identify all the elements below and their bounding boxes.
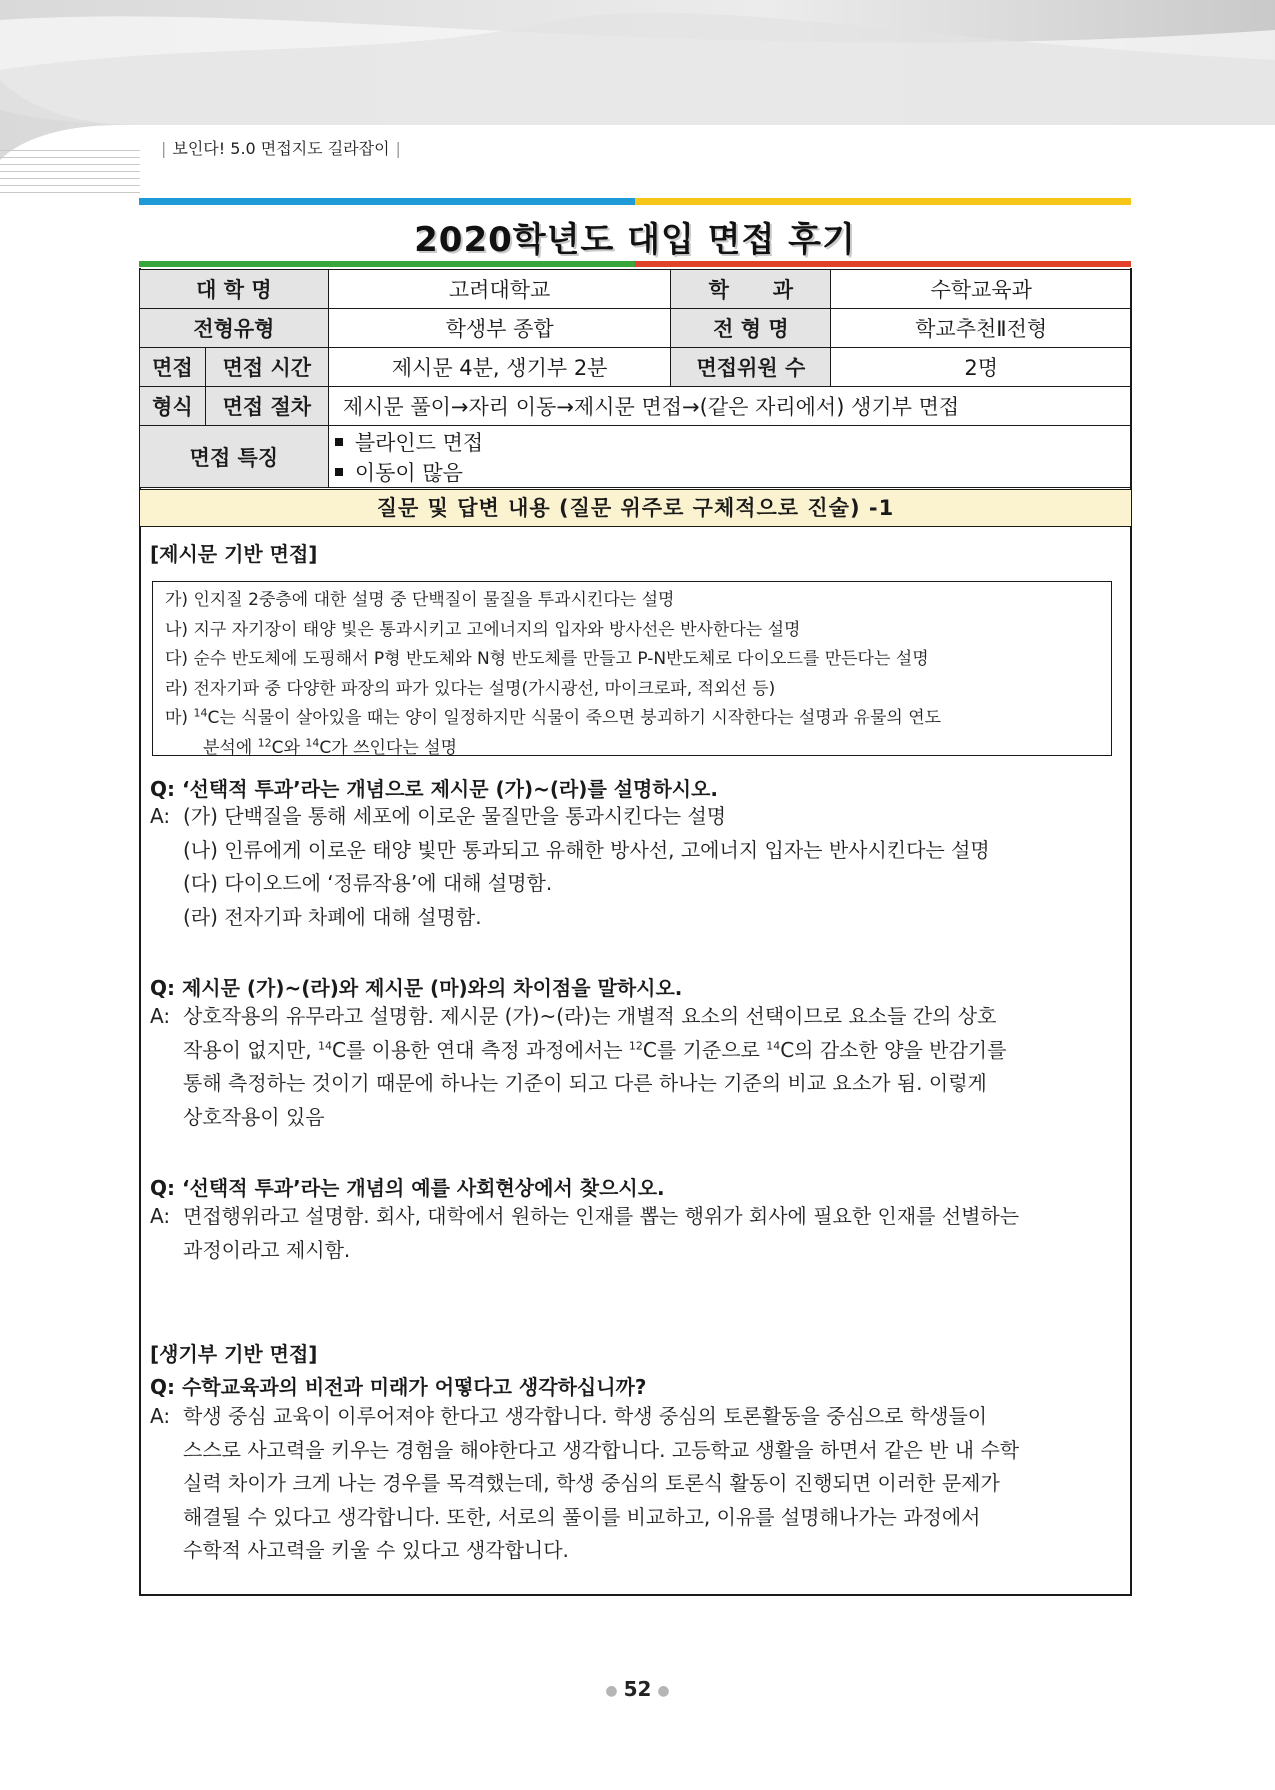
- dot-icon: ●: [605, 1682, 618, 1699]
- page-number: [0, 1677, 1275, 1701]
- answer-4: A: 학생 중심 교육이 이루어져야 한다고 생각합니다. 학생 중심의 토론활동을 중심으로 학생들이 스스로 사고력을 키우는 경험을 해야한다고 생각합니다. 고등학교 생활을 하면서 같은 반 내 수학 실력 차이가 크게 나는 경우를 목격했는데, 학생 중심의 토론식 활동이 진행되면 이러한 문제가 해결될 수 있다고 생각합니다. 또한, 서로의 풀이를 비교하고, 이유를 설명해나가는 과정에서 수학적 사고력을 키울 수 있다고 생각합니다.: [150, 1404, 1020, 1562]
- time-label: 면접 시간: [205, 348, 328, 387]
- prompt-ra: 라) 전자기파 중 다양한 파장의 파가 있다는 설명(가시광선, 마이크로파, 적외선 등): [165, 678, 776, 699]
- answer-1: A: (가) 단백질을 통해 세포에 이로운 물질만을 통과시킨다는 설명 (나) 인류에게 이로운 태양 빛만 통과되고 유해한 방사선, 고에너지 입자는 반사시킨다는 설명 (다) 다이오드에 ‘정류작용’에 대해 설명함. (라) 전자기파 차폐에 대해 설명함.: [150, 804, 990, 929]
- prompt-ma: 마) $^{14}$C는 식물이 살아있을 때는 양이 일정하지만 식물이 죽으면 붕괴하기 시작한다는 설명과 유물의 연도: [165, 706, 942, 728]
- page-number-value: 52: [623, 1677, 652, 1701]
- type-label: 전형유형: [140, 309, 329, 348]
- prompt-da: 다) 순수 반도체에 도핑해서 P형 반도체와 N형 반도체를 만들고 P-N반도체로 다이오드를 만든다는 설명: [165, 649, 929, 669]
- panel-value: 2명: [831, 348, 1132, 387]
- interview-info-table: [139, 269, 1132, 488]
- title-bottom-bar: [139, 261, 1131, 267]
- answer-3: A: 면접행위라고 설명함. 회사, 대학에서 원하는 인재를 뽑는 행위가 회사에 필요한 인재를 선별하는 과정이라고 제시함.: [150, 1204, 1020, 1262]
- section-heading-prompt: [제시문 기반 면접]: [150, 542, 318, 566]
- procedure-label: 면접 절차: [205, 387, 328, 426]
- bullet-icon: [335, 438, 343, 446]
- divider: |: [161, 139, 167, 158]
- title-top-bar: [139, 198, 1131, 205]
- features-label: 면접 특징: [140, 426, 329, 488]
- question-2: Q: 제시문 (가)~(라)와 제시문 (마)와의 차이점을 말하시오.: [150, 976, 683, 1000]
- feature-item: 이동이 많음: [329, 457, 1131, 487]
- prompt-ga: 가) 인지질 2중층에 대한 설명 중 단백질이 물질을 투과시킨다는 설명: [165, 590, 675, 610]
- university-label: 대 학 명: [140, 270, 329, 309]
- format-label-2: 형식: [140, 387, 206, 426]
- format-label-1: 면접: [140, 348, 206, 387]
- question-3: Q: ‘선택적 투과’라는 개념의 예를 사회현상에서 찾으시오.: [150, 1176, 665, 1200]
- bullet-icon: [335, 468, 343, 476]
- answer-2: A: 상호작용의 유무라고 설명함. 제시문 (가)~(라)는 개별적 요소의 선택이므로 요소들 간의 상호 작용이 없지만, $^{14}$C를 이용한 연대 측정 과정에서는 $^{12}$C를 기준으로 $^{14}$C의 감소한 양을 반감기를 통해 측정하는 것이기 때문에 하나는 기준이 되고 다른 하나는 기준의 비교 요소가 됨. 이렇게 상호작용이 있음: [150, 1004, 1007, 1129]
- section-heading-record: [생기부 기반 면접]: [150, 1342, 318, 1366]
- running-head-text: 보인다! 5.0 면접지도 길라잡이: [172, 139, 390, 158]
- prompt-ma-cont: 분석에 $^{12}$C와 $^{14}$C가 쓰인다는 설명: [203, 735, 458, 758]
- qa-header: 질문 및 답변 내용 (질문 위주로 구체적으로 진술) -1: [140, 489, 1131, 527]
- type-value: 학생부 종합: [328, 309, 671, 348]
- dot-icon: ●: [657, 1682, 670, 1699]
- prompt-na: 나) 지구 자기장이 태양 빛은 통과시키고 고에너지의 입자와 방사선은 반사한다는 설명: [165, 619, 801, 640]
- divider: |: [395, 139, 401, 158]
- question-1: Q: ‘선택적 투과’라는 개념으로 제시문 (가)~(라)를 설명하시오.: [150, 777, 718, 801]
- procedure-value: 제시문 풀이→자리 이동→제시문 면접→(같은 자리에서) 생기부 면접: [328, 387, 1131, 426]
- time-value: 제시문 4분, 생기부 2분: [328, 348, 671, 387]
- page-title: 2020학년도 대입 면접 후기: [414, 220, 856, 260]
- track-value: 학교추천Ⅱ전형: [831, 309, 1132, 348]
- feature-item: 블라인드 면접: [329, 427, 1131, 457]
- features-list: [328, 426, 1131, 488]
- dept-value: 수학교육과: [831, 270, 1132, 309]
- panel-label: 면접위원 수: [671, 348, 831, 387]
- prompt-box: [152, 581, 1112, 756]
- dept-label: 학 과: [671, 270, 831, 309]
- university-value: 고려대학교: [328, 270, 671, 309]
- running-head: [155, 136, 407, 159]
- question-4: Q: 수학교육과의 비전과 미래가 어떻다고 생각하십니까?: [150, 1375, 647, 1399]
- track-label: 전 형 명: [671, 309, 831, 348]
